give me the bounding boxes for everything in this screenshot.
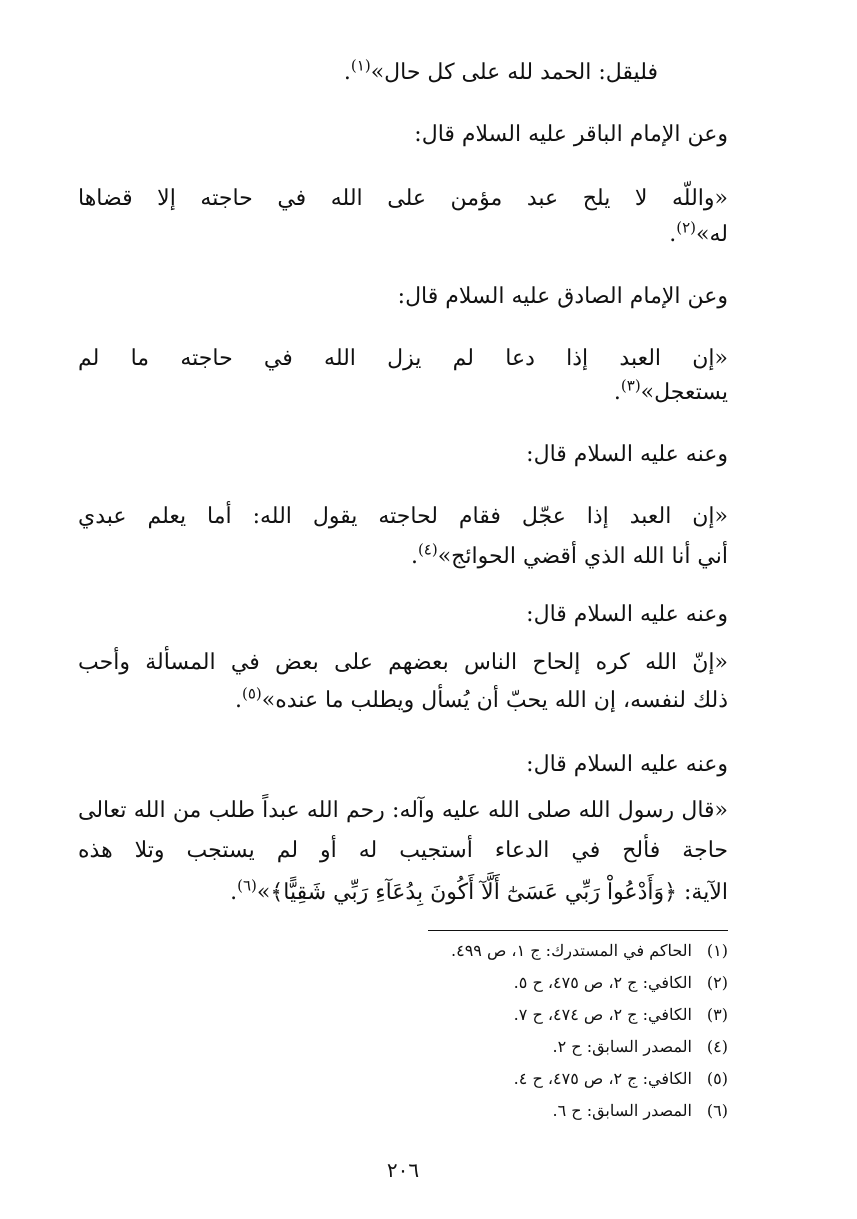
text-line: له»$^{(٢)}$. (669, 218, 728, 247)
footnote-ref[interactable]: (١) (350, 56, 371, 75)
narration-heading: وعن الإمام الباقر عليه السلام قال: (414, 122, 728, 147)
narration-heading: وعنه عليه السلام قال: (526, 602, 728, 627)
text-line: فليقل: الحمد لله على كل حال»$^{(١)}$. (343, 56, 658, 85)
footnote-2: (٢)الكافي: ج ٢، ص ٤٧٥، ح ٥. (513, 973, 728, 992)
footnote-ref[interactable]: (٣) (620, 376, 641, 395)
page-number: ٢٠٦ (386, 1158, 420, 1182)
footnote-4: (٤)المصدر السابق: ح ٢. (552, 1037, 728, 1056)
narration-heading: وعنه عليه السلام قال: (526, 752, 728, 777)
narration-heading: وعنه عليه السلام قال: (526, 442, 728, 467)
footnote-separator (428, 930, 728, 931)
text-line: أني أنا الله الذي أقضي الحوائج»$^{(٤)}$. (410, 540, 728, 569)
text-line: حاجة فألح في الدعاء أستجيب له أو لم يستجب وتلا هذه (78, 838, 728, 863)
footnote-ref[interactable]: (٢) (676, 218, 697, 237)
quran-verse-line: الآية: ﴿وَأَدْعُواْ رَبِّي عَسَىٰٓ أَلَّآ أَكُونَ بِدُعَآءِ رَبِّي شَقِيًّا﴾»$^{(٦)}$. (230, 876, 728, 905)
text-line: «إنّ الله كره إلحاح الناس بعضهم على بعض في المسألة وأحب (78, 650, 728, 675)
footnote-5: (٥)الكافي: ج ٢، ص ٤٧٥، ح ٤. (513, 1069, 728, 1088)
text-line: «إن العبد إذا دعا لم يزل الله في حاجته ما لم (78, 346, 728, 371)
text-line: ذلك لنفسه، إن الله يحبّ أن يُسأل ويطلب ما عنده»$^{(٥)}$. (234, 684, 728, 713)
narration-heading: وعن الإمام الصادق عليه السلام قال: (397, 284, 728, 309)
footnote-ref[interactable]: (٤) (417, 540, 438, 559)
text-line: «واللّه لا يلح عبد مؤمن على الله في حاجته إلا قضاها (78, 186, 728, 211)
footnote-6: (٦)المصدر السابق: ح ٦. (552, 1101, 728, 1120)
footnote-ref[interactable]: (٥) (241, 684, 262, 703)
footnote-ref[interactable]: (٦) (237, 876, 257, 895)
text-line: «إن العبد إذا عجّل فقام لحاجته يقول الله: أما يعلم عبدي (78, 504, 728, 529)
page (78, 38, 728, 1188)
text-line: يستعجل»$^{(٣)}$. (613, 376, 728, 405)
footnote-3: (٣)الكافي: ج ٢، ص ٤٧٤، ح ٧. (513, 1005, 728, 1024)
footnote-1: (١)الحاكم في المستدرك: ج ١، ص ٤٩٩. (451, 941, 728, 960)
text-line: «قال رسول الله صلى الله عليه وآله: رحم الله عبداً طلب من الله تعالى (78, 798, 728, 823)
